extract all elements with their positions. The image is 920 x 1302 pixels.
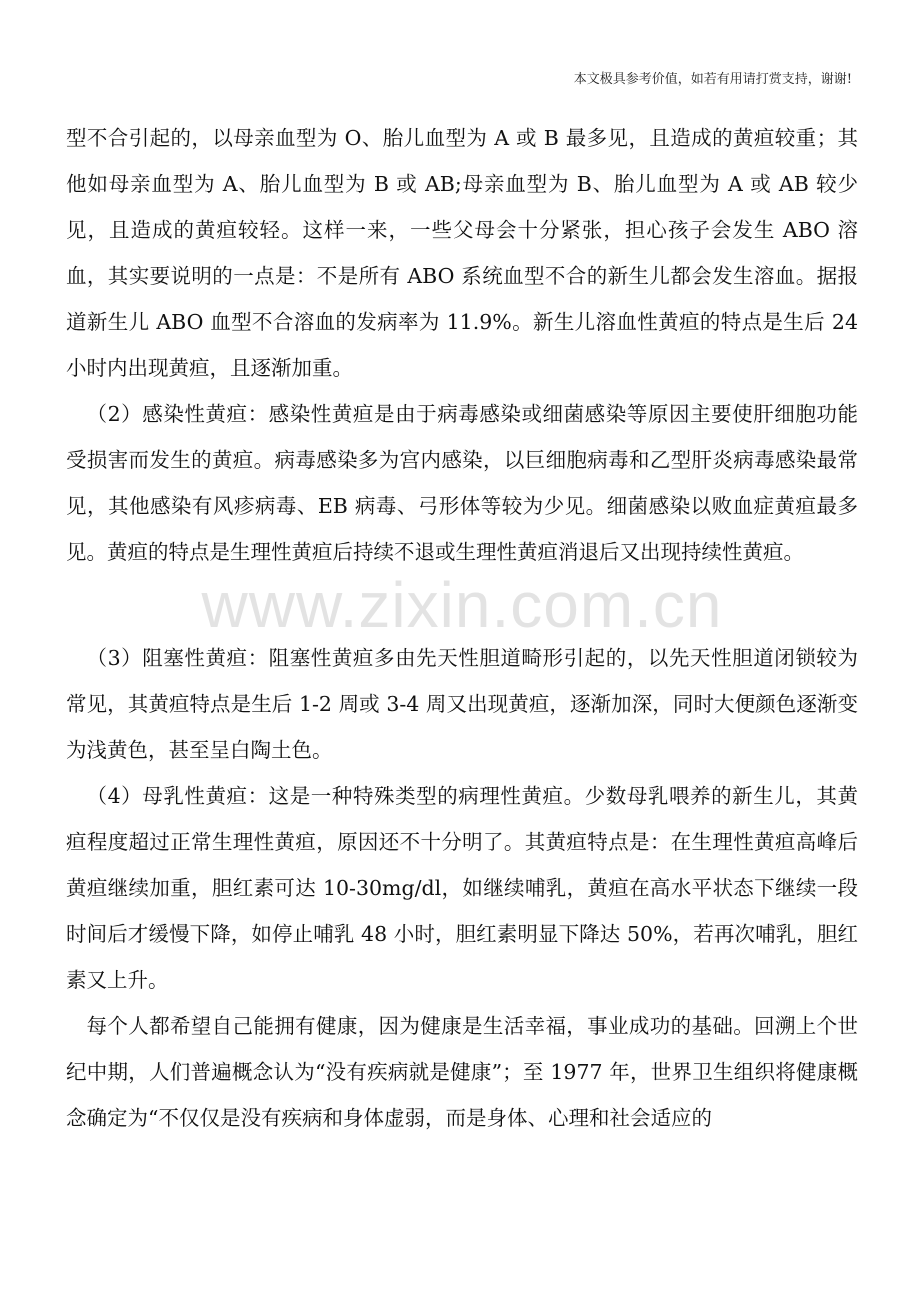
header-note: 本文极具参考价值，如若有用请打赏支持，谢谢! — [573, 72, 852, 87]
paragraph-infectious-jaundice: （2）感染性黄疸：感染性黄疸是由于病毒感染或细菌感染等原因主要使肝细胞功能受损害而发生的黄疸。病毒感染多为宫内感染，以巨细胞病毒和乙型肝炎病毒感染最常见，其他感染有风疹病毒、EB 病毒、弓形体等较为少见。细菌感染以败血症黄疸最多见。黄疸的特点是生理性黄疸后持续不退或生理性黄疸消退后又出现持续性黄疸。 — [66, 402, 858, 564]
document-body — [66, 115, 858, 1141]
paragraph-obstructive-jaundice: （3）阻塞性黄疸：阻塞性黄疸多由先天性胆道畸形引起的，以先天性胆道闭锁较为常见，其黄疸特点是生后 1-2 周或 3-4 周又出现黄疸，逐渐加深，同时大便颜色逐渐变为浅黄色，甚至呈白陶土色。 — [66, 646, 858, 762]
paragraph-breastmilk-jaundice: （4）母乳性黄疸：这是一种特殊类型的病理性黄疸。少数母乳喂养的新生儿，其黄疸程度超过正常生理性黄疸，原因还不十分明了。其黄疸特点是：在生理性黄疸高峰后黄疸继续加重，胆红素可达 10-30mg/dl，如继续哺乳，黄疸在高水平状态下继续一段时间后才缓慢下降，如停止哺乳 48 小时，胆红素明显下降达 50%，若再次哺乳，胆红素又上升。 — [66, 784, 858, 992]
watermark: www.zixin.com.cn — [201, 569, 723, 641]
paragraph-health-concept: 每个人都希望自己能拥有健康，因为健康是生活幸福，事业成功的基础。回溯上个世纪中期，人们普遍概念认为“没有疾病就是健康”；至 1977 年，世界卫生组织将健康概念确定为“不仅仅是没有疾病和身体虚弱，而是身体、心理和社会适应的 — [66, 1014, 858, 1130]
paragraph-abo-hemolysis: 型不合引起的，以母亲血型为 O、胎儿血型为 A 或 B 最多见，且造成的黄疸较重；其他如母亲血型为 A、胎儿血型为 B 或 AB;母亲血型为 B、胎儿血型为 A 或 AB 较少见，且造成的黄疸较轻。这样一来，一些父母会十分紧张，担心孩子会发生 ABO 溶血，其实要说明的一点是：不是所有 ABO 系统血型不合的新生儿都会发生溶血。据报道新生儿 ABO 血型不合溶血的发病率为 11.9%。新生儿溶血性黄疸的特点是生后 24 小时内出现黄疸，且逐渐加重。 — [66, 126, 858, 380]
